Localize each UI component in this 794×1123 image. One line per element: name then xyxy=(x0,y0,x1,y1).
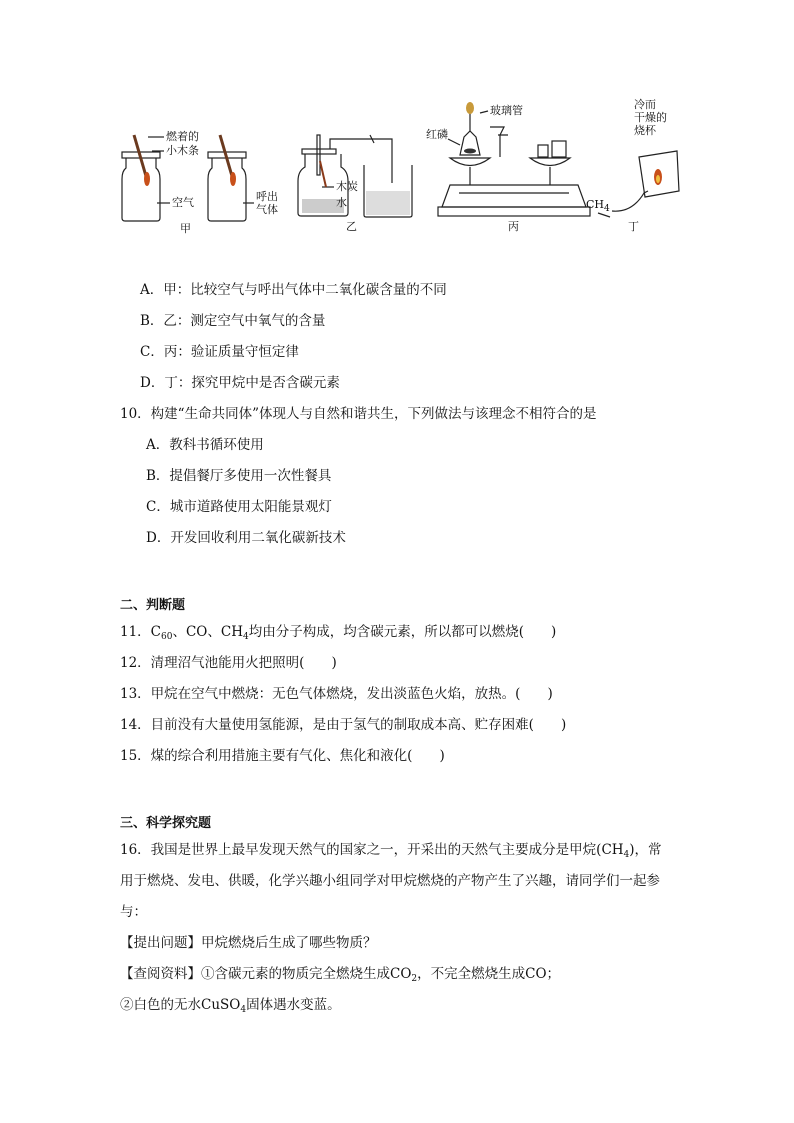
ding-label-cold1: 冷而 xyxy=(634,98,656,111)
ding-gas-tube xyxy=(612,191,648,211)
bing-left-pan xyxy=(450,158,490,166)
q11: 11．$C_{60}$、CO、$CH_4$均由分子构成，均含碳元素，所以都可以燃烧( ) xyxy=(120,624,557,642)
jia-label-breath1: 呼出 xyxy=(256,190,278,203)
q16-reference-2: ②白色的无水CuSO$_4$固体遇水变蓝。 xyxy=(120,997,341,1015)
bing-label-phosphorus: 红磷 xyxy=(426,128,448,141)
jia-label-air: 空气 xyxy=(172,196,194,209)
apparatus-drawing xyxy=(112,95,690,245)
jia-caption: 甲 xyxy=(180,222,191,235)
yi-stopper xyxy=(302,149,336,154)
section2-title: 二、判断题 xyxy=(120,598,186,613)
yi-stand-rod xyxy=(317,135,320,175)
ding-label-gas: $CH_4$ xyxy=(586,198,610,214)
jia-label-stick2: 小木条 xyxy=(166,144,199,157)
ding-caption: 丁 xyxy=(628,220,639,233)
ding-label-cold3: 烧杯 xyxy=(634,124,656,137)
bottle2 xyxy=(208,158,246,221)
jia-label-breath2: 气体 xyxy=(256,203,278,216)
q10-stem: 10．构建“生命共同体”体现人与自然和谐共生，下列做法与该理念不相符合的是 xyxy=(120,406,597,422)
bing-label-glass-tube: 玻璃管 xyxy=(490,104,523,117)
experiment-figure xyxy=(112,95,690,245)
q16-line1: 16．我国是世界上最早发现天然气的国家之一，开采出的天然气主要成分是甲烷$(CH_4)$，常 xyxy=(120,842,662,860)
q12: 12．清理沼气池能用火把照明( ) xyxy=(120,655,337,671)
q16-line3: 与： xyxy=(120,904,147,920)
yi-caption: 乙 xyxy=(346,220,357,233)
q10-option-a: A．教科书循环使用 xyxy=(146,437,264,453)
ding-label-cold2: 干燥的 xyxy=(634,111,667,124)
q14: 14．目前没有大量使用氢能源，是由于氢气的制取成本高、贮存困难( ) xyxy=(120,717,567,733)
bing-right-pan xyxy=(530,158,570,166)
yi-label-charcoal: 木炭 xyxy=(336,180,358,193)
bing-balance-body xyxy=(442,185,586,207)
q9-option-b: B．乙：测定空气中氧气的含量 xyxy=(140,313,326,329)
q16-ask: 【提出问题】甲烷燃烧后生成了哪些物质？ xyxy=(120,935,377,951)
q9-option-c: C．丙：验证质量守恒定律 xyxy=(140,344,299,360)
bing-pointer xyxy=(490,127,508,157)
q13: 13．甲烷在空气中燃烧：无色气体燃烧，发出淡蓝色火焰，放热。( ) xyxy=(120,686,553,702)
q10-option-c: C．城市道路使用太阳能景观灯 xyxy=(146,499,332,515)
q16-line2: 用于燃烧、发电、供暖，化学兴趣小组同学对甲烷燃烧的产物产生了兴趣，请同学们一起参 xyxy=(120,873,660,889)
yi-label-water: 水 xyxy=(336,196,347,209)
q15: 15．煤的综合利用措施主要有气化、焦化和液化( ) xyxy=(120,748,445,764)
bing-caption: 丙 xyxy=(508,220,519,233)
section3-title: 三、科学探究题 xyxy=(120,816,212,831)
q9-option-a: A．甲：比较空气与呼出气体中二氧化碳含量的不同 xyxy=(140,282,447,298)
yi-tube xyxy=(330,139,392,183)
q16-reference-1: 【查阅资料】①含碳元素的物质完全燃烧生成$CO_2$，不完全燃烧生成CO； xyxy=(120,966,561,984)
q10-option-b: B．提倡餐厅多使用一次性餐具 xyxy=(146,468,332,484)
bing-balance-base xyxy=(438,207,590,216)
bottle1 xyxy=(122,158,160,221)
jia-label-stick: 燃着的 xyxy=(166,130,199,143)
q9-option-d: D．丁：探究甲烷中是否含碳元素 xyxy=(140,375,340,391)
q10-option-d: D．开发回收利用二氧化碳新技术 xyxy=(146,530,346,546)
